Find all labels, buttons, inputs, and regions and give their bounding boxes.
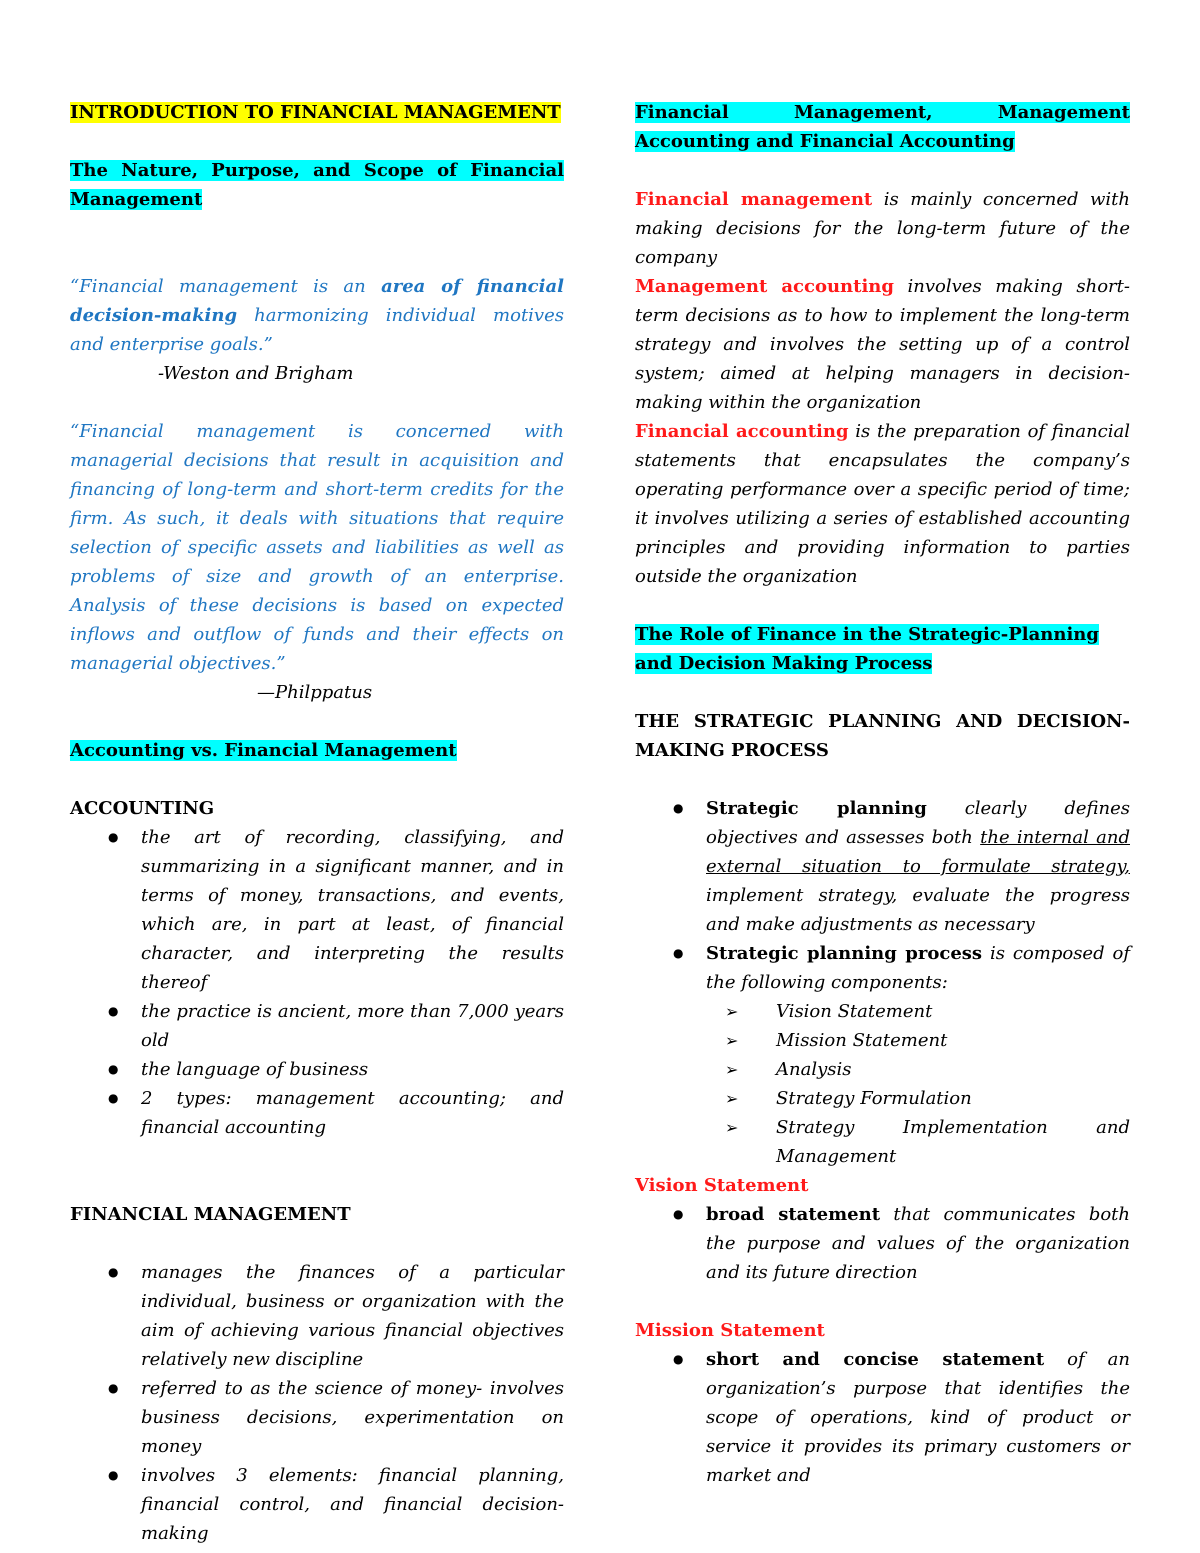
quote-weston: “Financial management is an area of financial decision-making harmonizing individual motives and enterprise goals.” — [70, 276, 564, 355]
doc-title: INTRODUCTION TO FINANCIAL MANAGEMENT — [70, 102, 561, 123]
components-list — [635, 997, 1130, 1171]
arrow-bullet-icon: ➢ — [725, 1089, 739, 1108]
list-item: ● Strategic planning process is composed of the following components: — [635, 939, 1130, 997]
mission-list — [635, 1345, 1130, 1490]
list-item: ● 2 types: management accounting; and financial accounting — [70, 1084, 564, 1142]
accounting-list — [70, 823, 564, 1142]
arrow-bullet-icon: ➢ — [725, 1060, 739, 1079]
left-column — [70, 98, 564, 1548]
list-item: ● involves 3 elements: financial planning, financial control, and financial decision-making — [70, 1461, 564, 1548]
list-item: ● the art of recording, classifying, and summarizing in a significant manner, and in terms of money, transactions, and events, which are, in part at least, of financial character, and interpreting the results thereof — [70, 823, 564, 997]
list-item: ➢ Strategy Formulation — [635, 1084, 1130, 1113]
list-item: ● the language of business — [70, 1055, 564, 1084]
list-item: ● manages the finances of a particular individual, business or organization with the aim of achieving various financial objectives relatively new discipline — [70, 1258, 564, 1374]
nature-heading: The Nature, Purpose, and Scope of Financial Management — [70, 160, 564, 210]
list-item: ➢ Strategy Implementation and Management — [635, 1113, 1130, 1171]
quote-philppatus-author: —Philppatus — [257, 682, 373, 703]
process-heading: THE STRATEGIC PLANNING AND DECISION-MAKING PROCESS — [635, 711, 1130, 761]
arrow-bullet-icon: ➢ — [725, 1002, 739, 1021]
list-item: ● broad statement that communicates both the purpose and values of the organization and its future direction — [635, 1200, 1130, 1287]
quote-weston-author: -Weston and Brigham — [158, 363, 354, 384]
arrow-bullet-icon: ➢ — [725, 1118, 739, 1137]
def-management-accounting: Management accounting involves making short-term decisions as to how to implement the long-term strategy and involves the setting up of a control system; aimed at helping managers in decision-making within the organization — [635, 276, 1130, 413]
fm-list — [70, 1258, 564, 1548]
acc-vs-fm-heading: Accounting vs. Financial Management — [70, 740, 457, 761]
list-item: ● the practice is ancient, more than 7,000 years old — [70, 997, 564, 1055]
quote-philppatus: “Financial management is concerned with managerial decisions that result in acquisition and financing of long-term and short-term credits for the firm. As such, it deals with situations that require selection of specific assets and liabilities as well as problems of size and growth of an enterprise. Analysis of these decisions is based on expected inflows and outflow of funds and their effects on managerial objectives.” — [70, 421, 564, 674]
def-financial-accounting: Financial accounting is the preparation of financial statements that encapsulates the company’s operating performance over a specific period of time; it involves utilizing a series of established accounting principles and providing information to parties outside the organization — [635, 421, 1131, 587]
role-heading: The Role of Finance in the Strategic-Planning and Decision Making Process — [635, 624, 1099, 674]
list-item: ● Strategic planning clearly defines objectives and assesses both the internal and external situation to formulate strategy, implement strategy, evaluate the progress and make adjustments as necessary — [635, 794, 1130, 939]
vision-heading: Vision Statement — [635, 1175, 809, 1196]
list-item: ➢ Vision Statement — [635, 997, 1130, 1026]
list-item: ● short and concise statement of an organization’s purpose that identifies the scope of operations, kind of product or service it provides its primary customers or market and — [635, 1345, 1130, 1490]
def-financial-management: Financial management is mainly concerned with making decisions for the long-term future of the company — [635, 189, 1131, 268]
quote-weston-emphasis: area of financial decision-making — [70, 276, 564, 326]
fm-heading: FINANCIAL MANAGEMENT — [70, 1204, 351, 1225]
accounting-heading: ACCOUNTING — [70, 798, 215, 819]
strategic-list — [635, 794, 1130, 997]
list-item: ● referred to as the science of money- involves business decisions, experimentation on money — [70, 1374, 564, 1461]
arrow-bullet-icon: ➢ — [725, 1031, 739, 1050]
fm-ma-fa-heading: Financial Management, Management Accounting and Financial Accounting — [635, 102, 1130, 152]
list-item: ➢ Analysis — [635, 1055, 1130, 1084]
list-item: ➢ Mission Statement — [635, 1026, 1130, 1055]
mission-heading: Mission Statement — [635, 1320, 825, 1341]
vision-list — [635, 1200, 1130, 1287]
right-column — [635, 98, 1130, 1490]
